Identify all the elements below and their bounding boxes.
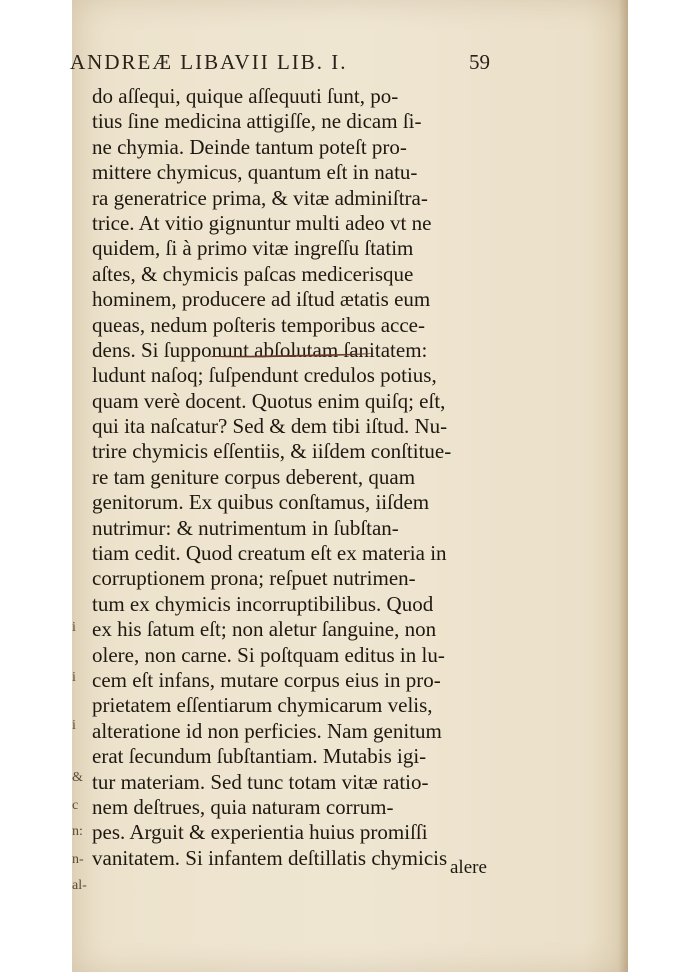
text-line: queas, nedum poſteris temporibus acce- <box>92 312 425 337</box>
text-line: nem deſtrues, quia naturam corrum- <box>92 794 394 819</box>
text-line: ex his ſatum eſt; non aletur ſanguine, non <box>92 617 437 642</box>
text-line: pes. Arguit & experientia huius promiſſi <box>92 820 428 845</box>
running-header <box>70 50 490 82</box>
text-line: cem eſt infans, mutare corpus eius in pro- <box>92 667 441 692</box>
text-line: quidem, ſi à primo vitæ ingreſſu ſtatim <box>92 236 414 261</box>
text-line: erat ſecundum ſubſtantiam. Mutabis igi- <box>92 744 427 769</box>
text-line: tur materiam. Sed tunc totam vitæ ratio- <box>92 769 429 794</box>
text-line: nutrimur: & nutrimentum in ſubſtan- <box>92 515 399 540</box>
text-line: hominem, producere ad iſtud ætatis eum <box>92 287 431 312</box>
text-line: ra generatrice prima, & vitæ adminiſtra- <box>92 185 428 210</box>
text-line: vanitatem. Si infantem deſtillatis chymicis <box>92 845 448 870</box>
text-line: quam verè docent. Quotus enim quiſq; eſt, <box>92 388 446 413</box>
margin-mark: i <box>72 620 76 635</box>
page-edge-shadow <box>618 0 628 972</box>
text-line: olere, non carne. Si poſtquam editus in lu- <box>92 642 445 667</box>
margin-mark: i <box>72 718 76 733</box>
text-line: corruptionem prona; reſpuet nutrimen- <box>92 566 416 591</box>
margin-mark: al- <box>72 878 87 893</box>
body-text <box>92 84 472 871</box>
margin-mark: n: <box>72 824 83 839</box>
margin-mark: n- <box>72 852 84 867</box>
text-line: prietatem eſſentiarum chymicarum velis, <box>92 693 433 718</box>
text-line: ne chymia. Deinde tantum poteſt pro- <box>92 134 407 159</box>
text-line: tum ex chymicis incorruptibilibus. Quod <box>92 591 434 616</box>
text-line: aſtes, & chymicis paſcas medicerisque <box>92 261 414 286</box>
margin-mark: c <box>72 798 79 813</box>
text-line: mittere chymicus, quantum eſt in natu- <box>92 160 418 185</box>
text-line: tiam cedit. Quod creatum eſt ex materia in <box>92 541 447 566</box>
text-line: genitorum. Ex quibus conſtamus, iiſdem <box>92 490 430 515</box>
margin-mark: i <box>72 670 76 685</box>
margin-mark: & <box>72 770 83 785</box>
running-title: ANDREÆ LIBAVII LIB. I. <box>70 50 348 74</box>
text-line: alteratione id non perficies. Nam genitum <box>92 718 442 743</box>
text-line: qui ita naſcatur? Sed & dem tibi iſtud. Nu- <box>92 414 448 439</box>
catchword: alere <box>450 857 487 878</box>
text-line: do aſſequi, quique aſſequuti ſunt, po- <box>92 84 399 108</box>
text-line: tius ſine medicina attigiſſe, ne dicam ſi- <box>92 109 422 134</box>
text-line: trice. At vitio gignuntur multi adeo vt ne <box>92 210 432 235</box>
text-line: dens. Si ſupponunt abſolutam ſanitatem: <box>92 337 428 362</box>
text-line: trire chymicis eſſentiis, & iiſdem conſtitue- <box>92 439 452 464</box>
page-number: 59 <box>469 50 490 74</box>
text-line: re tam geniture corpus deberent, quam <box>92 464 416 489</box>
text-line: ludunt naſoq; ſuſpendunt credulos potius, <box>92 363 437 388</box>
